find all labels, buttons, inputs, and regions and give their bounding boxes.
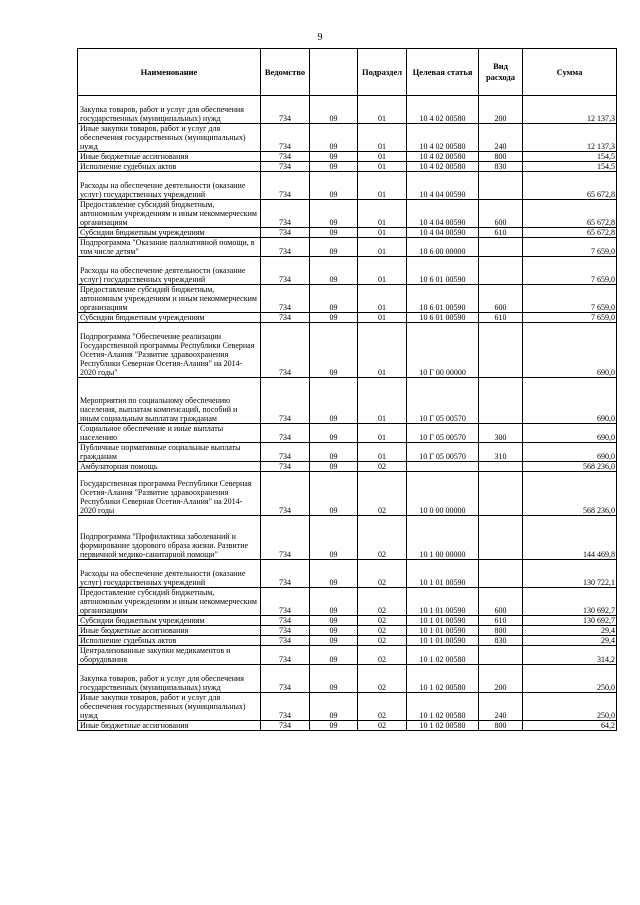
cell-pod: 01 xyxy=(358,285,407,313)
table-header-row xyxy=(78,49,617,96)
table-row xyxy=(78,313,617,323)
table-row xyxy=(78,516,617,560)
cell-razd: 09 xyxy=(310,588,358,616)
cell-razd: 09 xyxy=(310,516,358,560)
cell-razd: 09 xyxy=(310,238,358,257)
cell-vid xyxy=(479,378,523,424)
cell-pod: 02 xyxy=(358,588,407,616)
cell-razd: 09 xyxy=(310,152,358,162)
cell-name: Субсидии бюджетным учреждениям xyxy=(78,313,261,323)
table-row xyxy=(78,172,617,200)
table-row xyxy=(78,443,617,462)
cell-sum: 144 469,8 xyxy=(523,516,617,560)
cell-ved: 734 xyxy=(261,200,310,228)
cell-ved: 734 xyxy=(261,646,310,665)
cell-name: Закупка товаров, работ и услуг для обеспечения государственных (муниципальных) нужд xyxy=(78,665,261,693)
cell-vid: 600 xyxy=(479,200,523,228)
cell-razd: 09 xyxy=(310,560,358,588)
cell-pod: 01 xyxy=(358,443,407,462)
cell-sum: 690,0 xyxy=(523,424,617,443)
table-row xyxy=(78,238,617,257)
cell-cs: 10 1 02 00580 xyxy=(407,721,479,731)
cell-pod: 02 xyxy=(358,462,407,472)
cell-name: Субсидии бюджетным учреждениям xyxy=(78,228,261,238)
cell-sum: 64,2 xyxy=(523,721,617,731)
cell-ved: 734 xyxy=(261,665,310,693)
cell-pod: 01 xyxy=(358,172,407,200)
cell-sum: 568 236,0 xyxy=(523,462,617,472)
table-row xyxy=(78,588,617,616)
header-celevaya: Целевая статья xyxy=(407,49,479,96)
table-row xyxy=(78,693,617,721)
cell-razd: 09 xyxy=(310,200,358,228)
cell-ved: 734 xyxy=(261,721,310,731)
cell-sum: 130 692,7 xyxy=(523,616,617,626)
cell-pod: 02 xyxy=(358,646,407,665)
table-row xyxy=(78,323,617,378)
cell-name: Централизованные закупки медикаментов и оборудования xyxy=(78,646,261,665)
cell-sum: 154,5 xyxy=(523,162,617,172)
cell-cs: 10 0 00 00000 xyxy=(407,472,479,516)
cell-pod: 02 xyxy=(358,721,407,731)
cell-name: Иные закупки товаров, работ и услуг для обеспечения государственных (муниципальных) нужд xyxy=(78,693,261,721)
cell-vid: 240 xyxy=(479,693,523,721)
cell-vid xyxy=(479,172,523,200)
cell-name: Расходы на обеспечение деятельности (оказание услуг) государственных учреждений xyxy=(78,172,261,200)
cell-cs: 10 1 02 00580 xyxy=(407,665,479,693)
cell-name: Публичные нормативные социальные выплаты гражданам xyxy=(78,443,261,462)
cell-pod: 01 xyxy=(358,313,407,323)
cell-name: Иные закупки товаров, работ и услуг для обеспечения государственных (муниципальных) нужд xyxy=(78,124,261,152)
cell-name: Подпрограмма "Оказание паллиативной помощи, в том числе детям" xyxy=(78,238,261,257)
cell-sum: 7 659,0 xyxy=(523,238,617,257)
page-number: 9 xyxy=(317,32,323,43)
cell-vid: 800 xyxy=(479,721,523,731)
cell-cs: 10 1 01 00590 xyxy=(407,588,479,616)
cell-cs: 10 1 01 00590 xyxy=(407,560,479,588)
cell-vid xyxy=(479,257,523,285)
cell-pod: 01 xyxy=(358,378,407,424)
cell-cs: 10 4 02 00580 xyxy=(407,96,479,124)
header-razdel xyxy=(310,49,358,96)
cell-sum: 7 659,0 xyxy=(523,313,617,323)
cell-sum: 7 659,0 xyxy=(523,285,617,313)
cell-razd: 09 xyxy=(310,162,358,172)
cell-cs: 10 Г 00 00000 xyxy=(407,323,479,378)
cell-sum: 12 137,3 xyxy=(523,96,617,124)
table-row xyxy=(78,162,617,172)
cell-cs: 10 1 02 00580 xyxy=(407,693,479,721)
cell-name: Предоставление субсидий бюджетным, автономным учреждениям и иным некоммерческим организациям xyxy=(78,285,261,313)
cell-cs: 10 1 02 00580 xyxy=(407,646,479,665)
cell-ved: 734 xyxy=(261,285,310,313)
cell-vid: 830 xyxy=(479,162,523,172)
table-row xyxy=(78,721,617,731)
cell-sum: 29,4 xyxy=(523,626,617,636)
cell-pod: 02 xyxy=(358,693,407,721)
cell-vid: 300 xyxy=(479,424,523,443)
cell-pod: 02 xyxy=(358,665,407,693)
cell-razd: 09 xyxy=(310,665,358,693)
cell-razd: 09 xyxy=(310,96,358,124)
cell-name: Подпрограмма "Обеспечение реализации Государственной программы Республики Северная Осетия-Алания "Развитие здравоохранения Республики Северная Осетия-Алания" на 2014-2020 годы" xyxy=(78,323,261,378)
cell-pod: 01 xyxy=(358,96,407,124)
table-row xyxy=(78,560,617,588)
cell-razd: 09 xyxy=(310,313,358,323)
table-row xyxy=(78,636,617,646)
table-row xyxy=(78,424,617,443)
cell-sum: 154,5 xyxy=(523,152,617,162)
cell-cs: 10 4 02 00580 xyxy=(407,162,479,172)
table-row xyxy=(78,472,617,516)
cell-name: Иные бюджетные ассигнования xyxy=(78,152,261,162)
cell-vid: 200 xyxy=(479,665,523,693)
cell-ved: 734 xyxy=(261,560,310,588)
cell-vid: 310 xyxy=(479,443,523,462)
table-row xyxy=(78,96,617,124)
cell-razd: 09 xyxy=(310,424,358,443)
cell-razd: 09 xyxy=(310,443,358,462)
table-row xyxy=(78,646,617,665)
cell-ved: 734 xyxy=(261,588,310,616)
table-row xyxy=(78,626,617,636)
cell-razd: 09 xyxy=(310,646,358,665)
cell-pod: 01 xyxy=(358,257,407,285)
cell-cs xyxy=(407,462,479,472)
cell-vid xyxy=(479,646,523,665)
cell-ved: 734 xyxy=(261,257,310,285)
cell-name: Подпрограмма "Профилактика заболеваний и формирование здорового образа жизни. Развитие первичной медико-санитарной помощи" xyxy=(78,516,261,560)
cell-ved: 734 xyxy=(261,323,310,378)
cell-ved: 734 xyxy=(261,424,310,443)
cell-pod: 01 xyxy=(358,424,407,443)
table-row xyxy=(78,285,617,313)
cell-ved: 734 xyxy=(261,472,310,516)
cell-ved: 734 xyxy=(261,152,310,162)
cell-ved: 734 xyxy=(261,516,310,560)
cell-cs: 10 Г 05 00570 xyxy=(407,443,479,462)
cell-vid: 610 xyxy=(479,228,523,238)
cell-razd: 09 xyxy=(310,462,358,472)
cell-vid: 610 xyxy=(479,313,523,323)
cell-ved: 734 xyxy=(261,636,310,646)
table-row xyxy=(78,228,617,238)
cell-pod: 02 xyxy=(358,560,407,588)
table-row xyxy=(78,200,617,228)
cell-cs: 10 Г 05 00570 xyxy=(407,424,479,443)
cell-cs: 10 4 02 00580 xyxy=(407,152,479,162)
cell-vid xyxy=(479,462,523,472)
table-row xyxy=(78,665,617,693)
cell-pod: 01 xyxy=(358,228,407,238)
cell-ved: 734 xyxy=(261,96,310,124)
cell-razd: 09 xyxy=(310,172,358,200)
cell-pod: 02 xyxy=(358,626,407,636)
cell-pod: 01 xyxy=(358,323,407,378)
cell-name: Предоставление субсидий бюджетным, автономным учреждениям и иным некоммерческим организациям xyxy=(78,200,261,228)
cell-vid: 240 xyxy=(479,124,523,152)
cell-name: Социальное обеспечение и иные выплаты населению xyxy=(78,424,261,443)
cell-name: Амбулаторная помощь xyxy=(78,462,261,472)
cell-name: Мероприятия по социальному обеспечению населения, выплатам компенсаций, пособий и иным социальным выплатам гражданам xyxy=(78,378,261,424)
cell-ved: 734 xyxy=(261,172,310,200)
cell-cs: 10 4 04 00590 xyxy=(407,172,479,200)
cell-sum: 65 672,8 xyxy=(523,200,617,228)
cell-vid: 200 xyxy=(479,96,523,124)
table-row xyxy=(78,152,617,162)
table-row xyxy=(78,616,617,626)
cell-sum: 130 692,7 xyxy=(523,588,617,616)
cell-razd: 09 xyxy=(310,472,358,516)
cell-vid xyxy=(479,472,523,516)
cell-sum: 314,2 xyxy=(523,646,617,665)
cell-ved: 734 xyxy=(261,462,310,472)
header-vid: Вид расхода xyxy=(479,49,523,96)
cell-name: Исполнение судебных актов xyxy=(78,636,261,646)
table-row xyxy=(78,124,617,152)
table-row xyxy=(78,462,617,472)
cell-razd: 09 xyxy=(310,616,358,626)
cell-vid xyxy=(479,516,523,560)
table-row xyxy=(78,257,617,285)
cell-ved: 734 xyxy=(261,616,310,626)
cell-sum: 250,0 xyxy=(523,665,617,693)
cell-razd: 09 xyxy=(310,626,358,636)
cell-vid: 800 xyxy=(479,626,523,636)
cell-ved: 734 xyxy=(261,313,310,323)
cell-name: Расходы на обеспечение деятельности (оказание услуг) государственных учреждений xyxy=(78,560,261,588)
cell-ved: 734 xyxy=(261,124,310,152)
header-podrazdel: Подраздел xyxy=(358,49,407,96)
cell-cs: 10 Г 05 00570 xyxy=(407,378,479,424)
cell-pod: 02 xyxy=(358,472,407,516)
cell-vid xyxy=(479,323,523,378)
cell-vid: 610 xyxy=(479,616,523,626)
cell-name: Государственная программа Республики Северная Осетия-Алания "Развитие здравоохранения Республики Северная Осетия-Алания" на 2014-2020 годы xyxy=(78,472,261,516)
cell-ved: 734 xyxy=(261,238,310,257)
cell-cs: 10 1 01 00590 xyxy=(407,626,479,636)
cell-vid xyxy=(479,560,523,588)
cell-cs: 10 4 04 00590 xyxy=(407,200,479,228)
cell-cs: 10 1 01 00590 xyxy=(407,616,479,626)
cell-sum: 690,0 xyxy=(523,443,617,462)
cell-name: Иные бюджетные ассигнования xyxy=(78,721,261,731)
cell-ved: 734 xyxy=(261,378,310,424)
cell-pod: 01 xyxy=(358,238,407,257)
cell-pod: 01 xyxy=(358,124,407,152)
cell-sum: 130 722,1 xyxy=(523,560,617,588)
header-vedomstvo: Ведомство xyxy=(261,49,310,96)
cell-vid: 830 xyxy=(479,636,523,646)
cell-cs: 10 6 01 00590 xyxy=(407,257,479,285)
cell-pod: 01 xyxy=(358,162,407,172)
cell-ved: 734 xyxy=(261,162,310,172)
cell-razd: 09 xyxy=(310,124,358,152)
cell-ved: 734 xyxy=(261,693,310,721)
cell-pod: 02 xyxy=(358,516,407,560)
cell-name: Предоставление субсидий бюджетным, автономным учреждениям и иным некоммерческим организациям xyxy=(78,588,261,616)
cell-name: Субсидии бюджетным учреждениям xyxy=(78,616,261,626)
budget-table xyxy=(77,48,617,731)
cell-vid: 600 xyxy=(479,285,523,313)
cell-cs: 10 6 01 00590 xyxy=(407,313,479,323)
cell-cs: 10 1 00 00000 xyxy=(407,516,479,560)
cell-razd: 09 xyxy=(310,693,358,721)
cell-vid: 600 xyxy=(479,588,523,616)
cell-razd: 09 xyxy=(310,257,358,285)
cell-pod: 02 xyxy=(358,616,407,626)
cell-sum: 65 672,8 xyxy=(523,228,617,238)
cell-cs: 10 6 00 00000 xyxy=(407,238,479,257)
cell-razd: 09 xyxy=(310,636,358,646)
cell-cs: 10 4 02 00580 xyxy=(407,124,479,152)
cell-sum: 12 137,3 xyxy=(523,124,617,152)
cell-cs: 10 6 01 00590 xyxy=(407,285,479,313)
cell-sum: 690,0 xyxy=(523,323,617,378)
cell-pod: 02 xyxy=(358,636,407,646)
cell-name: Исполнение судебных актов xyxy=(78,162,261,172)
cell-razd: 09 xyxy=(310,721,358,731)
cell-razd: 09 xyxy=(310,228,358,238)
cell-name: Закупка товаров, работ и услуг для обеспечения государственных (муниципальных) нужд xyxy=(78,96,261,124)
cell-sum: 690,0 xyxy=(523,378,617,424)
cell-razd: 09 xyxy=(310,323,358,378)
cell-name: Расходы на обеспечение деятельности (оказание услуг) государственных учреждений xyxy=(78,257,261,285)
cell-razd: 09 xyxy=(310,378,358,424)
cell-sum: 568 236,0 xyxy=(523,472,617,516)
cell-sum: 250,0 xyxy=(523,693,617,721)
cell-vid: 800 xyxy=(479,152,523,162)
cell-cs: 10 1 01 00590 xyxy=(407,636,479,646)
cell-cs: 10 4 04 00590 xyxy=(407,228,479,238)
cell-name: Иные бюджетные ассигнования xyxy=(78,626,261,636)
cell-sum: 7 659,0 xyxy=(523,257,617,285)
cell-ved: 734 xyxy=(261,443,310,462)
cell-ved: 734 xyxy=(261,228,310,238)
cell-pod: 01 xyxy=(358,200,407,228)
cell-pod: 01 xyxy=(358,152,407,162)
header-name: Наименование xyxy=(78,49,261,96)
cell-sum: 65 672,8 xyxy=(523,172,617,200)
cell-razd: 09 xyxy=(310,285,358,313)
cell-vid xyxy=(479,238,523,257)
cell-ved: 734 xyxy=(261,626,310,636)
header-summa: Сумма xyxy=(523,49,617,96)
cell-sum: 29,4 xyxy=(523,636,617,646)
table-row xyxy=(78,378,617,424)
